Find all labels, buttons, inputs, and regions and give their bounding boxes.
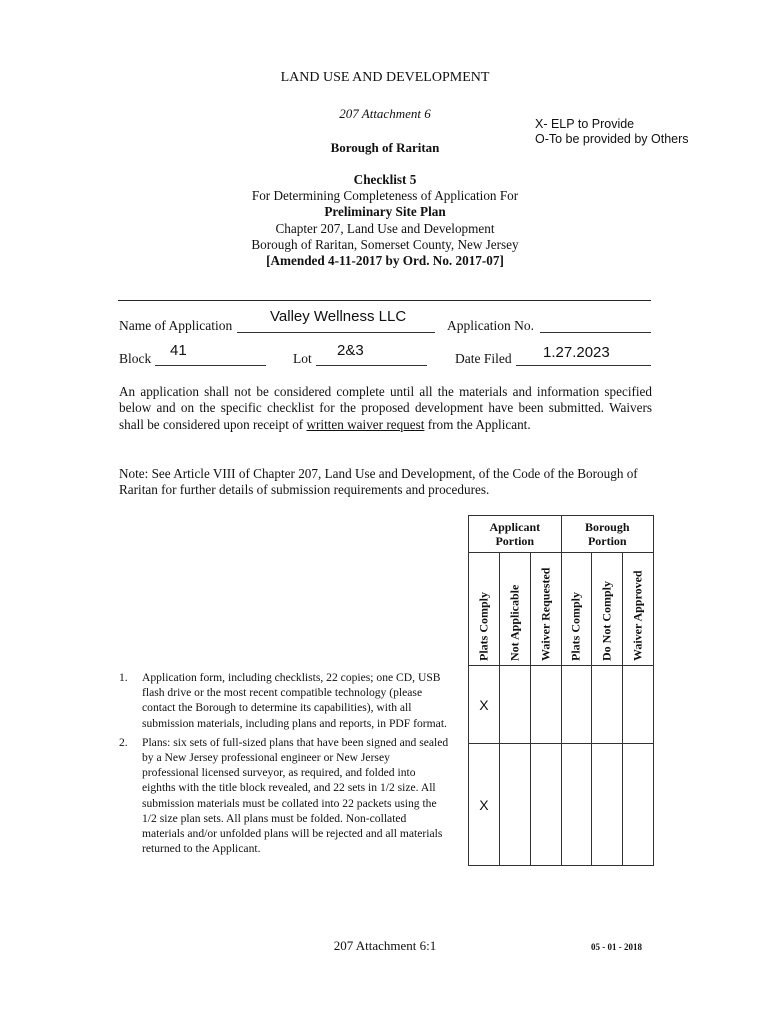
col-header-not-applicable: Not Applicable — [499, 553, 530, 666]
item-number: 1. — [119, 671, 128, 684]
borough-portion-header: Borough Portion — [561, 516, 653, 553]
item-1-waiver-requested[interactable] — [530, 666, 561, 744]
intro-text-before: An application shall not be considered complete until all the materials and information specified below and on the specific checklist for the proposed development have been submitted. Waivers shall be considered upon receipt of — [119, 384, 652, 432]
lot-value: 2&3 — [337, 342, 364, 359]
name-of-application-label: Name of Application — [119, 318, 233, 333]
written-waiver-request-text: written waiver request — [306, 416, 425, 432]
borough-heading: Borough of Raritan — [330, 140, 440, 155]
application-number-label: Application No. — [447, 318, 534, 333]
checklist-heading — [0, 172, 770, 269]
col-header-plats-comply: Plats Comply — [469, 553, 500, 666]
col-header-waiver-approved: Waiver Approved — [623, 553, 654, 666]
application-number-field[interactable] — [540, 320, 651, 333]
col-header-waiver-requested: Waiver Requested — [530, 553, 561, 666]
item-1-do-not-comply[interactable] — [592, 666, 623, 744]
date-filed-value: 1.27.2023 — [543, 344, 610, 361]
item-2-waiver-approved[interactable] — [623, 744, 654, 866]
item-1-borough-plats-comply[interactable] — [561, 666, 592, 744]
checklist-chapter: Chapter 207, Land Use and Development — [275, 220, 495, 236]
item-2-borough-plats-comply[interactable] — [561, 744, 592, 866]
lot-label: Lot — [293, 351, 312, 366]
checklist-plan-type: Preliminary Site Plan — [324, 204, 446, 220]
checklist-name: Checklist 5 — [353, 172, 417, 187]
table-row — [469, 744, 654, 866]
table-row — [469, 666, 654, 744]
item-2-do-not-comply[interactable] — [592, 744, 623, 866]
list-item — [119, 670, 449, 731]
checklist-table — [468, 515, 654, 866]
applicant-portion-header: Applicant Portion — [469, 516, 562, 553]
legend-others: O-To be provided by Others — [535, 132, 689, 146]
intro-text-after: from the Applicant. — [424, 416, 531, 432]
lot-field[interactable] — [316, 353, 427, 366]
name-of-application-value: Valley Wellness LLC — [270, 308, 407, 325]
date-filed-label: Date Filed — [455, 351, 512, 366]
item-1-plats-comply[interactable]: X — [469, 666, 500, 744]
col-header-borough-plats-comply: Plats Comply — [561, 553, 592, 666]
document-title: LAND USE AND DEVELOPMENT — [280, 70, 490, 85]
intro-paragraph — [119, 384, 652, 433]
legend-elp: X- ELP to Provide — [535, 117, 635, 131]
block-label: Block — [119, 351, 152, 366]
divider — [118, 300, 651, 301]
item-2-not-applicable[interactable] — [499, 744, 530, 866]
footer-date: 05 - 01 - 2018 — [591, 942, 642, 952]
item-text: Plans: six sets of full-sized plans that have been signed and sealed by a New Jersey professional engineer or New Jersey professional licensed surveyor, as required, and folded into eighths with the title block revealed, and 22 sets in 1/2 size. All submission materials must be collated into 22 packets using the 1/2 size plan sets. All plans must be folded. Non-collated materials and/or unfolded plans will be rejected and all materials returned to the Applicant. — [142, 735, 449, 856]
item-1-not-applicable[interactable] — [499, 666, 530, 744]
checklist-purpose: For Determining Completeness of Application For — [251, 188, 519, 204]
checklist-location: Borough of Raritan, Somerset County, New Jersey — [251, 236, 519, 252]
item-2-plats-comply[interactable]: X — [469, 744, 500, 866]
checklist-items — [119, 670, 449, 860]
checklist-amended: [Amended 4-11-2017 by Ord. No. 2017-07] — [266, 253, 504, 269]
attachment-label: 207 Attachment 6 — [339, 106, 431, 121]
item-number: 2. — [119, 735, 128, 749]
note-paragraph: Note: See Article VIII of Chapter 207, Land Use and Development, of the Code of the Borough of Raritan for further details of submission requirements and procedures. — [119, 466, 638, 498]
item-text: Application form, including checklists, 22 copies; one CD, USB flash drive or the most recent compatible technology (please contact the Borough to determine its capabilities), with all submission materials, including plans and reports, in PDF format. — [142, 671, 447, 730]
list-item — [119, 735, 449, 857]
col-header-do-not-comply: Do Not Comply — [592, 553, 623, 666]
item-1-waiver-approved[interactable] — [623, 666, 654, 744]
item-2-waiver-requested[interactable] — [530, 744, 561, 866]
page-footer: 207 Attachment 6:1 — [333, 938, 437, 953]
block-value: 41 — [170, 342, 187, 359]
